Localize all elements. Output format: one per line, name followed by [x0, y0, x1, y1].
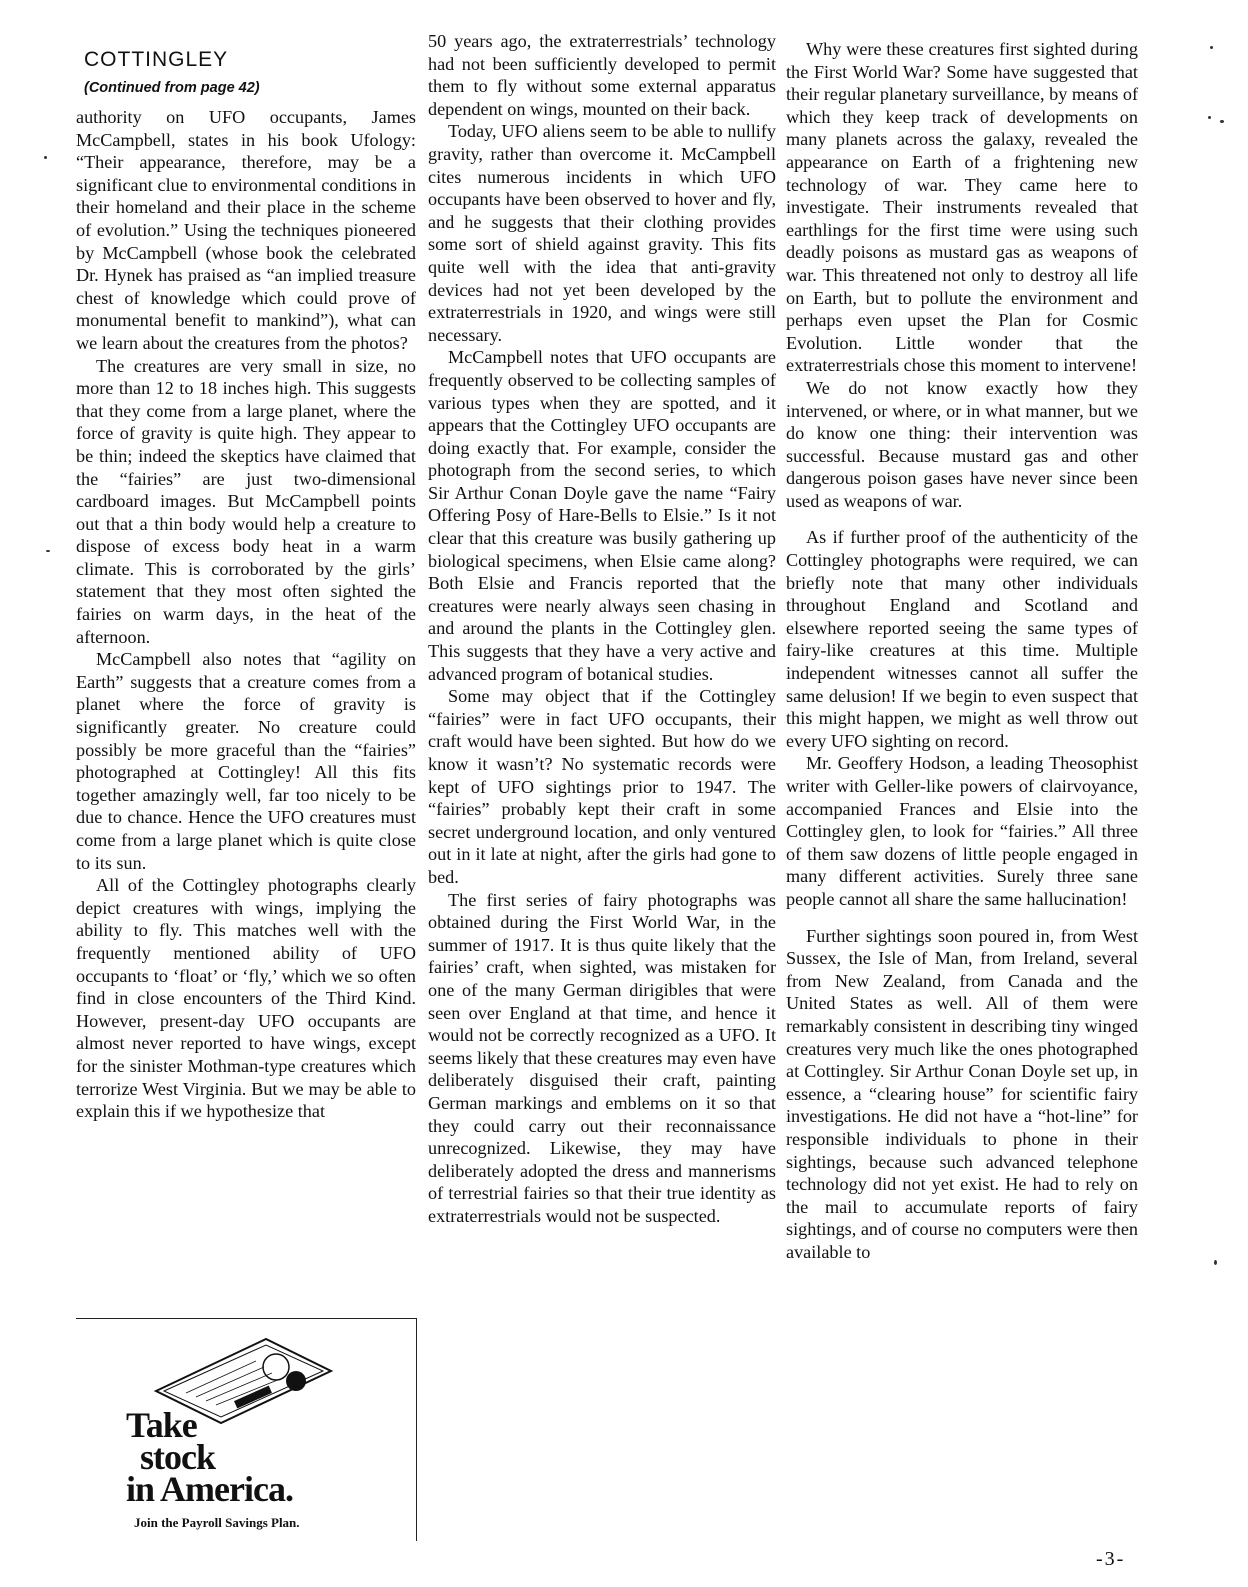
page-number: -3- — [1096, 1548, 1126, 1570]
ad-tagline: Join the Payroll Savings Plan. — [134, 1515, 300, 1530]
scan-speck — [1208, 116, 1211, 119]
savings-bond-advertisement — [76, 1318, 417, 1541]
continued-note: (Continued from page 42) — [84, 80, 260, 96]
paragraph: Today, UFO aliens seem to be able to nullify gravity, rather than overcome it. McCampbell cites numerous incidents in which UFO occupants have been observed to hover and fly, and he suggests that their clothing provides some sort of shield against gravity. This fits quite well with the idea that anti-gravity devices had not yet been developed by the extraterrestrials in 1920, and wings were still necessary. — [428, 121, 776, 345]
paragraph: Why were these creatures first sighted during the First World War? Some have suggested that their regular planetary surveillance, by means of which they keep track of developments on many planets across the galaxy, revealed the appearance on Earth of a frightening new technology of war. They came here to investigate. Their instruments revealed that earthlings for the first time were using such deadly poisons as mustard gas as weapons of war. This threatened not only to destroy all life on Earth, but to pollute the environment and perhaps even upset the Plan for Cosmic Evolution. Little wonder that the extraterrestrials chose this moment to intervene! — [786, 39, 1138, 376]
paragraph: As if further proof of the authenticity of the Cottingley photographs were required, we can briefly note that many other individuals throughout England and Scotland and elsewhere reported seeing the same types of fairy-like creatures at this time. Multiple independent witnesses cannot all suffer the same delusion! If we begin to even suspect that this might happen, we might as well throw out every UFO sighting on record. — [786, 527, 1138, 751]
scan-speck — [1214, 1260, 1217, 1265]
text-column-3 — [786, 38, 1138, 1263]
scan-speck — [44, 156, 47, 159]
paragraph: The creatures are very small in size, no more than 12 to 18 inches high. This suggests that they come from a large planet, where the force of gravity is quite high. They appear to be thin; indeed the skeptics have claimed that the “fairies” are just two-dimensional cardboard images. But McCampbell points out that a thin body would help a creature to dispose of excess body heat in a warm climate. This is corroborated by the girls’ statement that they most often sighted the fairies on warm days, in the heat of the afternoon. — [76, 355, 416, 647]
scan-speck — [46, 550, 50, 552]
section-title: COTTINGLEY — [84, 48, 229, 71]
paragraph: authority on UFO occupants, James McCampbell, states in his book Ufology: “Their appearance, therefore, may be a significant clue to environmental conditions in their homeland and their place in the scheme of evolution.” Using the techniques pioneered by McCampbell (whose book the celebrated Dr. Hynek has praised as “an implied treasure chest of knowledge which could prove of monumental benefit to mankind”), what can we learn about the creatures from the photos? — [76, 107, 416, 353]
paragraph: 50 years ago, the extraterrestrials’ technology had not been sufficiently developed to permit them to fly without some external apparatus dependent on wings, mounted on their back. — [428, 31, 776, 119]
paragraph: The first series of fairy photographs was obtained during the First World War, in the summer of 1917. It is thus quite likely that the fairies’ craft, when sighted, was mistaken for one of the many German dirigibles that were seen over England at that time, and hence it would not be correctly recognized as a UFO. It seems likely that these creatures may even have deliberately disguised their craft, painting German markings and emblems on it so that they could carry out their reconnaissance unrecognized. Likewise, they may have deliberately adopted the dress and mannerisms of terrestrial fairies so that their true identity as extraterrestrials would not be suspected. — [428, 889, 776, 1226]
paragraph: Mr. Geoffery Hodson, a leading Theosophist writer with Geller-like powers of clairvoyance, accompanied Frances and Elsie into the Cottingley glen, to look for “fairies.” All three of them saw dozens of little people engaged in many different activities. Surely three sane people cannot all share the same hallucination! — [786, 753, 1138, 909]
paragraph: McCampbell also notes that “agility on Earth” suggests that a creature comes from a planet where the force of gravity is significantly greater. No creature could possibly be more graceful than the “fairies” photographed at Cottingley! All this fits together amazingly well, far too nicely to be due to chance. Hence the UFO creatures must come from a large planet which is quite close to its sun. — [76, 649, 416, 873]
paragraph: McCampbell notes that UFO occupants are frequently observed to be collecting samples of various types when they are spotted, and it appears that the Cottingley UFO occupants are doing exactly that. For example, consider the photograph from the second series, to which Sir Arthur Conan Doyle gave the name “Fairy Offering Posy of Hare-Bells to Elsie.” Is it not clear that this creature was busily gathering up biological specimens, when Elsie came along? Both Elsie and Francis reported that the creatures were nearly always seen chasing in and around the plants in the Cottingley glen. This suggests that they have a very active and advanced program of botanical studies. — [428, 347, 776, 684]
scan-speck — [1210, 46, 1213, 49]
ad-headline: Take stock in America. — [126, 1405, 293, 1509]
paragraph: Some may object that if the Cottingley “fairies” were in fact UFO occupants, their craft would have been sighted. But how do we know it wasn’t? No systematic records were kept of UFO sightings prior to 1947. The “fairies” probably kept their craft in some secret underground location, and only ventured out in it late at night, after the girls had gone to bed. — [428, 686, 776, 887]
paragraph: We do not know exactly how they intervened, or where, or in what manner, but we do know one thing: their intervention was successful. Because mustard gas and other dangerous poison gases have never since been used as weapons of war. — [786, 377, 1138, 511]
scan-speck — [1220, 120, 1224, 123]
paragraph: All of the Cottingley photographs clearly depict creatures with wings, implying the ability to fly. This matches well with the frequently mentioned ability of UFO occupants to ‘float’ or ‘fly,’ which we so often find in close encounters of the Third Kind. However, present-day UFO occupants are almost never reported to have wings, except for the sinister Mothman-type creatures which terrorize West Virginia. But we may be able to explain this if we hypothesize that — [76, 875, 416, 1122]
text-column-2 — [428, 30, 776, 1227]
paragraph: Further sightings soon poured in, from West Sussex, the Isle of Man, from Ireland, several from New Zealand, from Canada and the United States as well. All of them were remarkably consistent in describing tiny winged creatures very much like the ones photographed at Cottingley. Sir Arthur Conan Doyle set up, in essence, a “clearing house” for scientific fairy investigations. He did not have a “hot-line” for responsible individuals to phone in their sightings, because such advanced telephone technology did not yet exist. He had to rely on the mail to accumulate reports of fairy sightings, and of course no computers were then available to — [786, 925, 1138, 1262]
text-column-1 — [76, 106, 416, 1123]
